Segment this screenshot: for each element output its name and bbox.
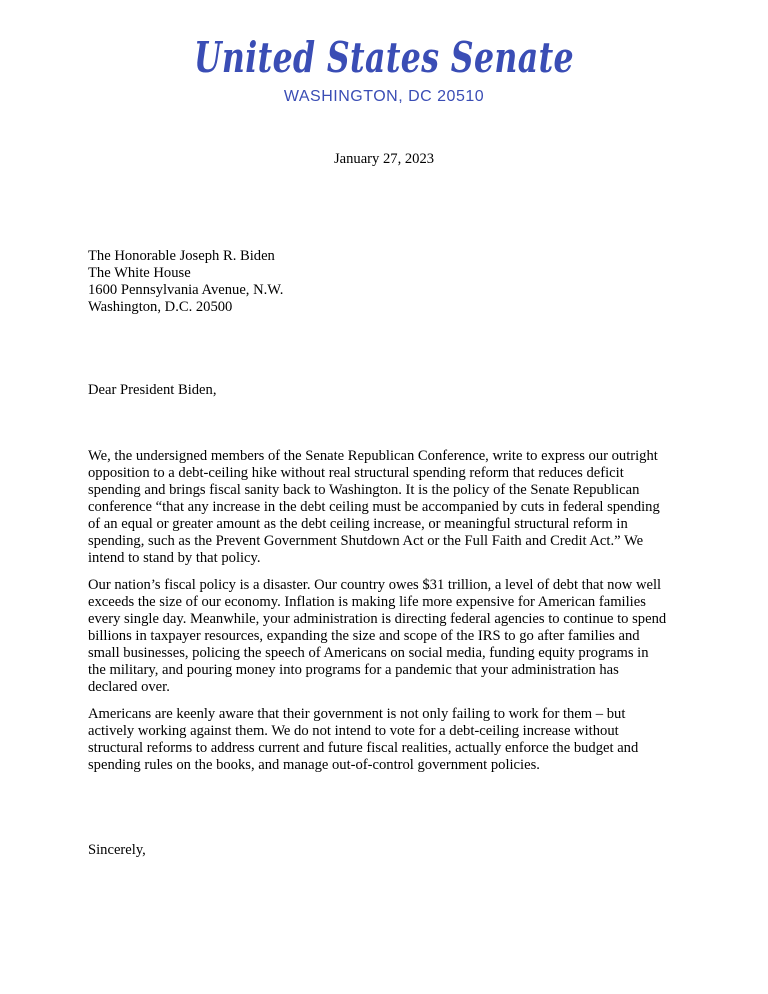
recipient-line: The Honorable Joseph R. Biden: [88, 248, 275, 264]
closing: Sincerely,: [88, 842, 146, 858]
letterhead-location: WASHINGTON, DC 20510: [283, 88, 485, 105]
salutation: Dear President Biden,: [88, 382, 217, 398]
letterhead: [0, 30, 768, 106]
letter-body: [88, 448, 668, 784]
recipient-line: 1600 Pennsylvania Avenue, N.W.: [88, 282, 284, 298]
body-paragraph: We, the undersigned members of the Senate Republican Conference, write to express our outright opposition to a debt-ceiling hike without real structural spending reform that reduces deficit spending and brings fiscal sanity back to Washington. It is the policy of the Senate Republican conference “that any increase in the debt ceiling must be accompanied by cuts in federal spending of an equal or greater amount as the debt ceiling increase, or meaningful structural reform in spending, such as the Prevent Government Shutdown Act or the Full Faith and Credit Act.” We intend to stand by that policy.: [88, 448, 660, 566]
body-paragraph: Americans are keenly aware that their government is not only failing to work for them – but actively working against them. We do not intend to vote for a debt-ceiling increase without structural reforms to address current and future fiscal realities, actually enforce the budget and spending rules on the books, and manage out-of-control government policies.: [88, 706, 639, 773]
body-paragraph: Our nation’s fiscal policy is a disaster. Our country owes $31 trillion, a level of debt that now well exceeds the size of our economy. Inflation is making life more expensive for American families every single day. Meanwhile, your administration is directing federal agencies to continue to spend billions in taxpayer resources, expanding the size and scope of the IRS to go after families and small businesses, policing the speech of Americans on social media, funding equity programs in the military, and pouring money into programs for a pandemic that your administration has declared over.: [88, 577, 667, 695]
recipient-address: [88, 248, 688, 316]
senate-wordmark-logo: [184, 30, 584, 84]
recipient-line: The White House: [88, 265, 191, 281]
svg-text:United States Senate: United States Senate: [194, 33, 574, 82]
recipient-line: Washington, D.C. 20500: [88, 299, 233, 315]
letter-date: January 27, 2023: [333, 151, 435, 167]
